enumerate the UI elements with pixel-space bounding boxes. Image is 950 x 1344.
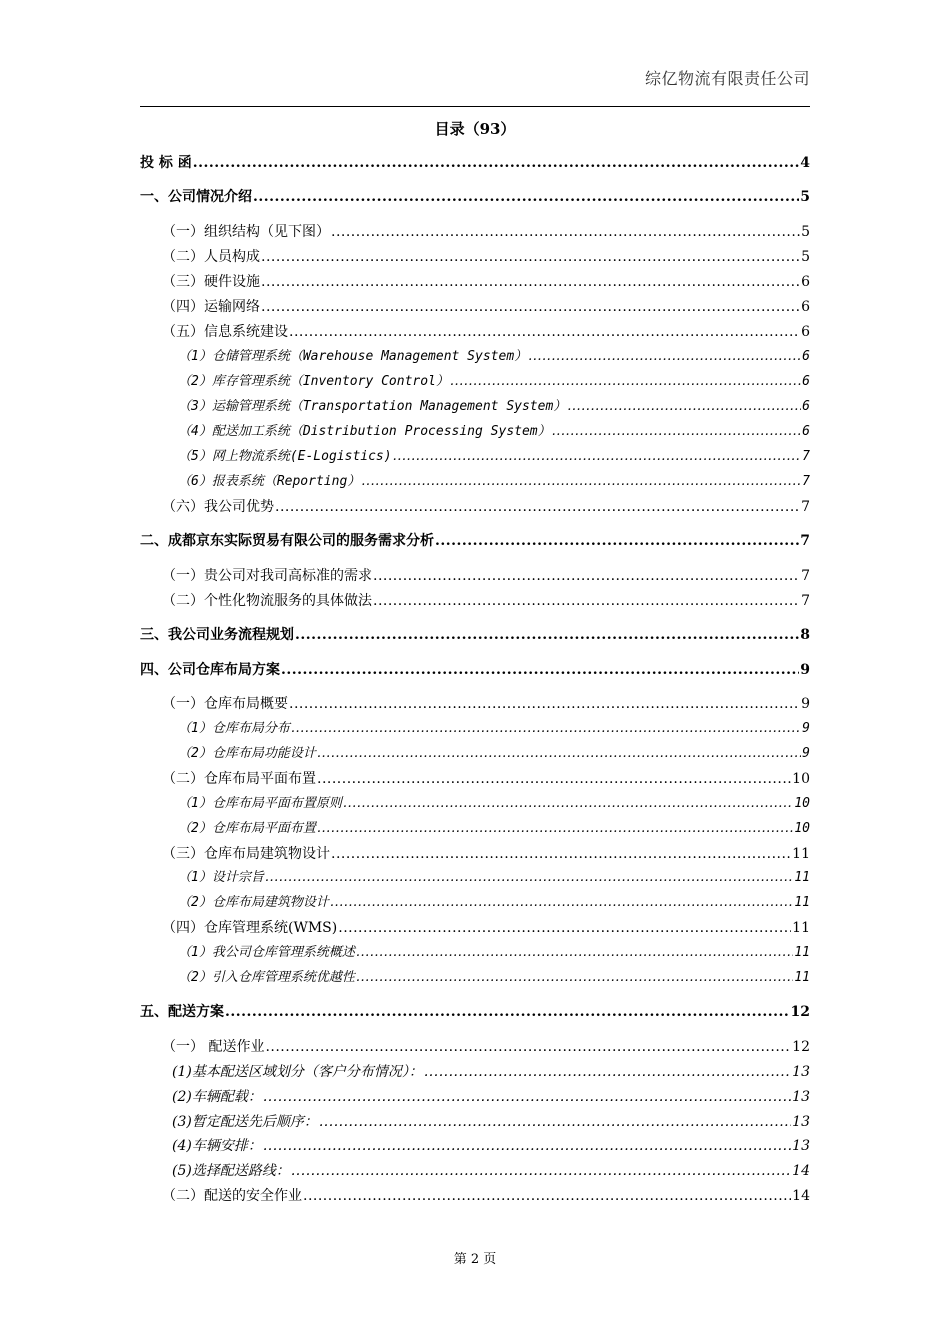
toc-entry[interactable] (140, 844, 810, 864)
toc-entry-label: (3)暂定配送先后顺序： (172, 1114, 318, 1130)
toc-entry-label: （1）我公司仓库管理系统概述 (178, 945, 355, 960)
toc-entry[interactable] (140, 1112, 810, 1132)
toc-entry[interactable] (140, 472, 810, 492)
toc-entry-page: 10 (792, 771, 810, 787)
toc-entry-label: 三、我公司业务流程规划 (140, 627, 294, 643)
toc-entry-page: 11 (792, 846, 810, 862)
toc-leader-dots (291, 1161, 791, 1181)
toc-entry-label: （5）网上物流系统(E-Logistics) (178, 449, 392, 464)
header-company: 综亿物流有限责任公司 (644, 69, 810, 88)
toc-entry-label: （四）仓库管理系统(WMS) (162, 920, 338, 936)
toc-entry-label: (2)车辆配载： (172, 1089, 262, 1105)
toc-entry-page: 9 (802, 721, 810, 736)
toc-entry[interactable] (140, 694, 810, 714)
toc-entry[interactable] (140, 247, 810, 267)
toc-entry-page: 7 (802, 449, 810, 464)
toc-entry-page: 8 (800, 627, 810, 643)
toc-leader-dots (289, 322, 800, 342)
toc-entry-label: （三）仓库布局建筑物设计 (162, 846, 330, 862)
toc-leader-dots (193, 153, 800, 173)
toc-entry[interactable] (140, 744, 810, 764)
toc-entry-label: （三）硬件设施 (162, 274, 260, 290)
toc-entry[interactable] (140, 187, 810, 207)
toc-leader-dots (303, 1186, 791, 1206)
toc-leader-dots (253, 187, 799, 207)
toc-entry-label: 五、配送方案 (140, 1004, 224, 1020)
toc-entry-page: 6 (802, 399, 810, 414)
toc-leader-dots (338, 918, 791, 938)
toc-entry-label: （1）仓库布局平面布置原则 (178, 796, 342, 811)
toc-entry[interactable] (140, 347, 810, 367)
toc-leader-dots (317, 744, 801, 764)
toc-leader-dots (289, 694, 800, 714)
toc-entry[interactable] (140, 893, 810, 913)
toc-entry[interactable] (140, 153, 810, 173)
toc-entry-page: 7 (800, 533, 810, 549)
toc-entry-label: （六）我公司优势 (162, 499, 274, 515)
toc-leader-dots (291, 719, 801, 739)
toc-entry[interactable] (140, 918, 810, 938)
toc-entry-label: （2）仓库布局功能设计 (178, 746, 316, 761)
toc-leader-dots (331, 844, 791, 864)
toc-entry-page: 5 (801, 249, 810, 265)
toc-entry-page: 11 (792, 920, 810, 936)
toc-leader-dots (261, 272, 800, 292)
toc-entry-page: 6 (802, 424, 810, 439)
toc-entry[interactable] (140, 1136, 810, 1156)
toc-leader-dots (356, 968, 794, 988)
toc-leader-dots (331, 222, 800, 242)
toc-entry-label: (4)车辆安排： (172, 1138, 262, 1154)
toc-leader-dots (393, 447, 802, 467)
toc-entry[interactable] (140, 794, 810, 814)
toc-entry-label: 一、公司情况介绍 (140, 189, 252, 205)
toc-entry-page: 6 (802, 374, 810, 389)
toc-entry[interactable] (140, 272, 810, 292)
toc-leader-dots (317, 819, 794, 839)
toc-entry-label: （四）运输网络 (162, 299, 260, 315)
toc-entry-page: 9 (802, 746, 810, 761)
toc-entry[interactable] (140, 591, 810, 611)
toc-entry-label: 二、成都京东实际贸易有限公司的服务需求分析 (140, 533, 434, 549)
toc-leader-dots (261, 297, 800, 317)
toc-entry-page: 13 (792, 1064, 810, 1080)
toc-entry-label: （一） 配送作业 (162, 1039, 265, 1055)
toc-entry-label: （一）仓库布局概要 (162, 696, 288, 712)
toc-entry-label: 投 标 函 (140, 155, 192, 171)
toc-entry[interactable] (140, 1002, 810, 1022)
toc-entry-page: 11 (794, 970, 810, 985)
toc-leader-dots (373, 566, 800, 586)
toc-entry-label: （2）引入仓库管理系统优越性 (178, 970, 355, 985)
toc-leader-dots (373, 591, 800, 611)
toc-entry-page: 7 (801, 499, 810, 515)
toc-entry-label: （二）配送的安全作业 (162, 1188, 302, 1204)
toc-leader-dots (225, 1002, 790, 1022)
toc-entry-page: 14 (792, 1188, 810, 1204)
toc-leader-dots (263, 1087, 791, 1107)
toc-entry[interactable] (140, 819, 810, 839)
toc-entry-page: 6 (801, 299, 810, 315)
toc-leader-dots (295, 625, 799, 645)
toc-entry[interactable] (140, 660, 810, 680)
toc-entry-label: (5)选择配送路线： (172, 1163, 290, 1179)
toc-leader-dots (356, 943, 794, 963)
toc-leader-dots (317, 769, 791, 789)
toc-entry-label: （2）库存管理系统（Inventory Control） (178, 374, 449, 389)
toc-entry-page: 10 (794, 796, 810, 811)
toc-leader-dots (265, 1037, 791, 1057)
toc-entry[interactable] (140, 719, 810, 739)
toc-entry-page: 9 (800, 662, 810, 678)
toc-entry[interactable] (140, 1161, 810, 1181)
toc-leader-dots (435, 531, 799, 551)
page-number: 第 2 页 (453, 1252, 497, 1267)
toc-title: 目录（93） (434, 120, 516, 138)
toc-entry[interactable] (140, 625, 810, 645)
toc-leader-dots (263, 1136, 791, 1156)
toc-entry[interactable] (140, 447, 810, 467)
toc-entry[interactable] (140, 497, 810, 517)
toc-entry-page: 6 (802, 349, 810, 364)
toc-entry-page: 7 (801, 568, 810, 584)
toc-leader-dots (319, 1112, 791, 1132)
toc-leader-dots (361, 472, 801, 492)
toc-entry[interactable] (140, 968, 810, 988)
toc-leader-dots (424, 1062, 791, 1082)
toc-entry[interactable] (140, 397, 810, 417)
toc-entry-page: 6 (801, 324, 810, 340)
toc-entry-label: （6）报表系统（Reporting） (178, 474, 361, 489)
toc-entry[interactable] (140, 1062, 810, 1082)
toc-entry-label: （1）设计宗旨 (178, 870, 264, 885)
toc-entry[interactable] (140, 566, 810, 586)
toc-entry-page: 6 (801, 274, 810, 290)
toc-leader-dots (343, 794, 794, 814)
toc-entry-label: (1)基本配送区域划分（客户分布情况）： (172, 1064, 423, 1080)
toc-entry[interactable] (140, 322, 810, 342)
toc-entry-label: （2）仓库布局平面布置 (178, 821, 316, 836)
toc-entry[interactable] (140, 868, 810, 888)
toc-entry-label: （1）仓储管理系统（Warehouse Management System） (178, 349, 528, 364)
toc-entry-page: 13 (792, 1138, 810, 1154)
toc-entry-page: 7 (802, 474, 810, 489)
toc-leader-dots (528, 347, 801, 367)
toc-leader-dots (330, 893, 794, 913)
toc-entry-label: （2）仓库布局建筑物设计 (178, 895, 329, 910)
toc-entry[interactable] (140, 297, 810, 317)
toc-entry-page: 5 (801, 224, 810, 240)
toc-entry-label: （五）信息系统建设 (162, 324, 288, 340)
toc-entry-page: 13 (792, 1089, 810, 1105)
toc-entry[interactable] (140, 372, 810, 392)
toc-leader-dots (552, 422, 802, 442)
toc-entry-page: 14 (792, 1163, 810, 1179)
toc-entry-label: （二）仓库布局平面布置 (162, 771, 316, 787)
toc-entry-label: （4）配送加工系统（Distribution Processing System） (178, 424, 551, 439)
toc-entry-label: （二）人员构成 (162, 249, 260, 265)
toc-entry-page: 12 (792, 1039, 810, 1055)
toc-entry[interactable] (140, 222, 810, 242)
toc-entry[interactable] (140, 943, 810, 963)
toc-leader-dots (275, 497, 800, 517)
toc-entry-label: （1）仓库布局分布 (178, 721, 290, 736)
toc-entry-page: 5 (800, 189, 810, 205)
toc-entry[interactable] (140, 769, 810, 789)
toc-entry-page: 10 (794, 821, 810, 836)
toc-leader-dots (265, 868, 794, 888)
toc-entry[interactable] (140, 1037, 810, 1057)
toc-leader-dots (450, 372, 801, 392)
toc-leader-dots (567, 397, 801, 417)
toc-entry-page: 11 (794, 895, 810, 910)
toc-entry-label: （3）运输管理系统（Transportation Management System） (178, 399, 567, 414)
toc-entry[interactable] (140, 531, 810, 551)
toc-leader-dots (261, 247, 800, 267)
toc-entry[interactable] (140, 1087, 810, 1107)
header-rule (140, 106, 810, 107)
toc-entry-label: （一）组织结构（见下图） (162, 224, 330, 240)
toc-entry-label: （一）贵公司对我司高标准的需求 (162, 568, 372, 584)
toc-entry-page: 11 (794, 945, 810, 960)
toc-entry-page: 12 (790, 1004, 810, 1020)
toc-entry[interactable] (140, 422, 810, 442)
toc-entry-page: 7 (801, 593, 810, 609)
toc-entry[interactable] (140, 1186, 810, 1206)
toc-entry-page: 4 (800, 155, 810, 171)
toc-entry-page: 13 (792, 1114, 810, 1130)
toc-leader-dots (281, 660, 799, 680)
toc-entry-page: 9 (801, 696, 810, 712)
toc-entry-label: 四、公司仓库布局方案 (140, 662, 280, 678)
toc-entry-label: （二）个性化物流服务的具体做法 (162, 593, 372, 609)
toc-entry-page: 11 (794, 870, 810, 885)
